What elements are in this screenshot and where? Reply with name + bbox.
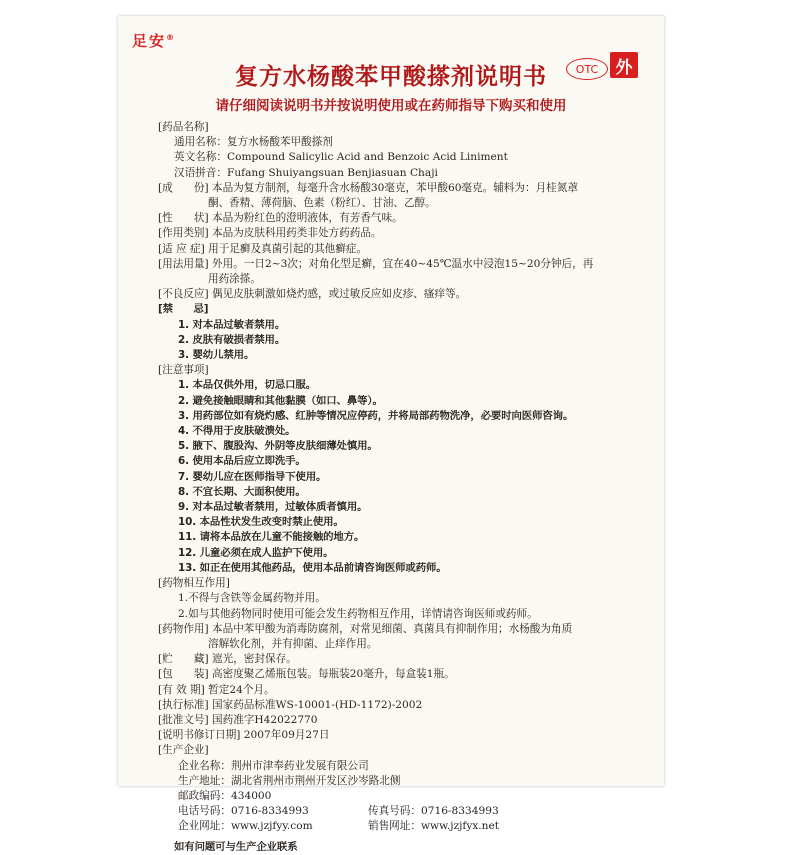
interaction-item: 1.不得与含铁等金属药物并用。	[178, 592, 326, 605]
packaging: [包 装] 高密度聚乙烯瓶包装。每瓶装20毫升，每盒装1瓶。	[158, 668, 455, 681]
precaution-item: 2. 避免接触眼睛和其他黏膜（如口、鼻等）。	[178, 394, 383, 407]
precaution-item: 10. 本品性状发生改变时禁止使用。	[178, 516, 344, 529]
manufacturer-address: 生产地址：湖北省荆州市荆州开发区沙岑路北侧	[178, 774, 401, 787]
leaflet-body	[158, 120, 656, 855]
precaution-item: 7. 婴幼儿应在医师指导下使用。	[178, 470, 327, 483]
otc-badge: OTC	[566, 58, 608, 80]
brand-logo	[132, 30, 176, 51]
validity: [有 效 期] 暂定24个月。	[158, 683, 275, 696]
contact-row	[158, 804, 656, 819]
contraindication-item: 2. 皮肤有破损者禁用。	[178, 333, 286, 346]
revision-date: [说明书修订日期] 2007年09月27日	[158, 729, 330, 742]
footer-contact-note: 如有问题可与生产企业联系	[174, 840, 298, 853]
properties: [性 状] 本品为粉红色的澄明液体，有芳香气味。	[158, 212, 403, 225]
section-contraindications-header: [禁 忌]	[158, 303, 209, 316]
pharmacology-line-cont: 溶解软化剂，并有抑菌、止痒作用。	[208, 637, 378, 650]
contraindication-item: 1. 对本品过敏者禁用。	[178, 318, 286, 331]
external-use-badge: 外	[610, 52, 638, 78]
sales-website: 销售网址：www.jzjfyx.net	[368, 820, 500, 833]
document-title: 复方水杨酸苯甲酸搽剂说明书	[235, 64, 547, 90]
english-name: 英文名称：Compound Salicylic Acid and Benzoic Acid Liniment	[174, 151, 508, 164]
website-row	[158, 819, 656, 834]
drug-category: [作用类别] 本品为皮肤科用药类非处方药药品。	[158, 227, 382, 240]
section-precautions-header: [注意事项]	[158, 364, 209, 377]
usage-line-cont: 用药涂搽。	[208, 273, 261, 286]
document-subtitle: 请仔细阅读说明书并按说明使用或在药师指导下购买和使用	[215, 98, 567, 114]
usage-line: [用法用量] 外用。一日2~3次；对角化型足癣，宜在40~45℃温水中浸泡15~20分钟后，再	[158, 257, 594, 270]
ingredients-line: [成 份] 本品为复方制剂，每毫升含水杨酸30毫克，苯甲酸60毫克。辅料为：月桂氮䓬	[158, 181, 578, 194]
common-name: 通用名称：复方水杨酸苯甲酸搽剂	[174, 136, 333, 149]
manufacturer-fax: 传真号码：0716-8334993	[368, 805, 499, 818]
precaution-item: 3. 用药部位如有烧灼感、红肿等情况应停药，并将局部药物洗净，必要时向医师咨询。	[178, 409, 574, 422]
instruction-leaflet	[118, 16, 664, 853]
pinyin-name: 汉语拼音：Fufang Shuiyangsuan Benjiasuan Chaji	[174, 166, 438, 179]
precaution-item: 9. 对本品过敏者禁用，过敏体质者慎用。	[178, 501, 368, 514]
adverse-reactions: [不良反应] 偶见皮肤刺激如烧灼感，或过敏反应如皮疹、瘙痒等。	[158, 288, 467, 301]
ingredients-line-cont: 酮、香精、薄荷脑、色素（粉红）、甘油、乙醇。	[208, 197, 436, 210]
precaution-item: 13. 如正在使用其他药品，使用本品前请咨询医师或药师。	[178, 561, 447, 574]
section-manufacturer-header: [生产企业]	[158, 744, 209, 757]
precaution-item: 8. 不宜长期、大面积使用。	[178, 485, 306, 498]
precaution-item: 1. 本品仅供外用，切忌口服。	[178, 379, 316, 392]
standard: [执行标准] 国家药品标准WS-10001-(HD-1172)-2002	[158, 698, 423, 711]
pharmacology-line: [药物作用] 本品中苯甲酸为消毒防腐剂，对常见细菌、真菌具有抑制作用；水杨酸为角质	[158, 622, 573, 635]
manufacturer-postcode: 邮政编码：434000	[178, 789, 272, 802]
manufacturer-website: 企业网址：www.jzjfyy.com	[178, 820, 313, 833]
section-drug-name-header: [药品名称]	[158, 121, 209, 133]
precaution-item: 5. 腋下、腹股沟、外阴等皮肤细薄处慎用。	[178, 440, 378, 453]
interaction-item: 2.如与其他药物同时使用可能会发生药物相互作用，详情请咨询医师或药师。	[178, 607, 538, 620]
manufacturer-phone: 电话号码：0716-8334993	[178, 805, 309, 818]
precaution-item: 11. 请将本品放在儿童不能接触的地方。	[178, 531, 365, 544]
precaution-item: 12. 儿童必须在成人监护下使用。	[178, 546, 334, 559]
contraindication-item: 3. 婴幼儿禁用。	[178, 349, 255, 362]
registered-mark: ®	[166, 33, 177, 42]
storage: [贮 藏] 遮光，密封保存。	[158, 653, 297, 666]
approval-number: [批准文号] 国药准字H42022770	[158, 713, 318, 726]
manufacturer-name: 企业名称：荆州市津奉药业发展有限公司	[178, 759, 369, 772]
section-interactions-header: [药物相互作用]	[158, 577, 230, 590]
indications: [适 应 症] 用于足癣及真菌引起的其他癣症。	[158, 242, 368, 255]
precaution-item: 6. 使用本品后应立即洗手。	[178, 455, 306, 468]
precaution-item: 4. 不得用于皮肤破溃处。	[178, 425, 296, 438]
brand-logo-text: 足安	[132, 32, 167, 50]
